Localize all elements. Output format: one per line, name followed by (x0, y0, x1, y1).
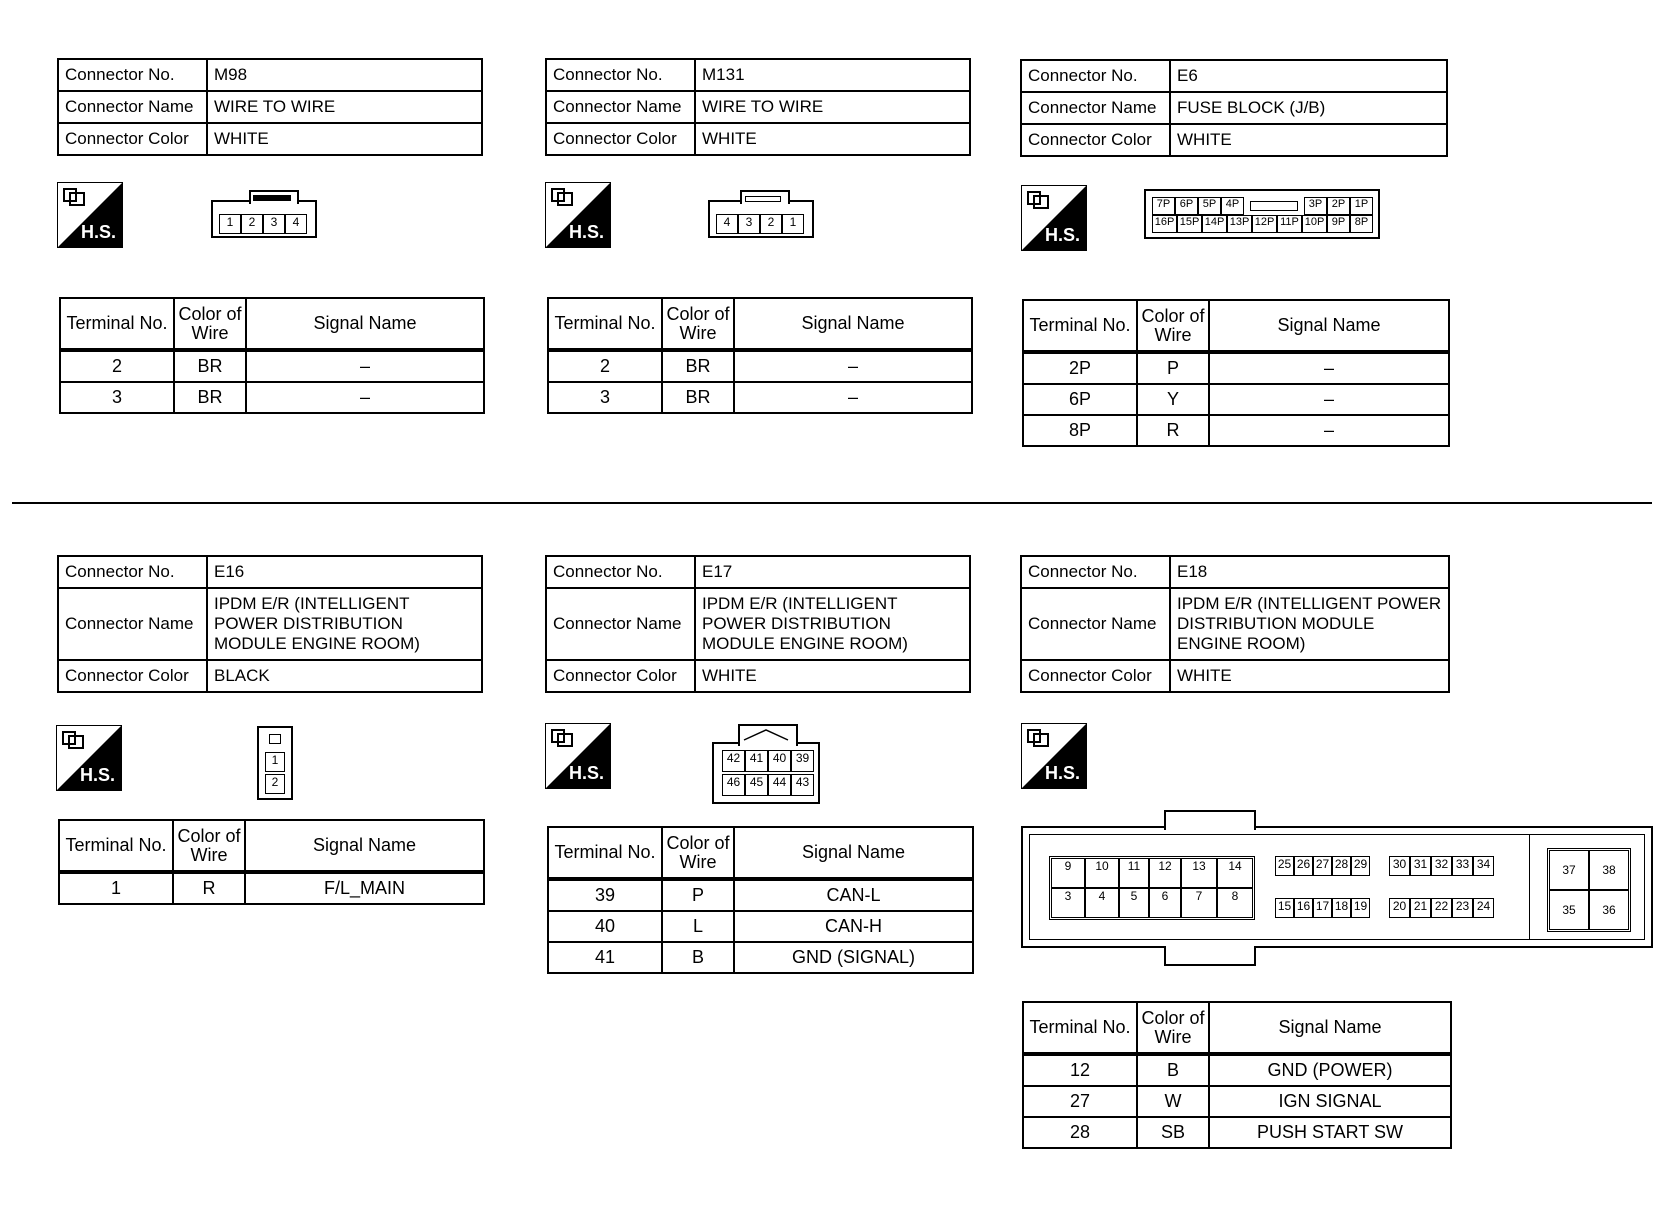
connector-color-value: WHITE (1170, 660, 1449, 692)
connector-face-e18 (1021, 826, 1653, 948)
pin: 3 (1051, 888, 1085, 918)
pin: 33 (1452, 856, 1473, 876)
pin: 4 (285, 214, 307, 234)
connector-no-label: Connector No. (546, 556, 695, 588)
pin: 5P (1198, 197, 1221, 215)
pin: 2 (265, 774, 285, 794)
pin: 32 (1431, 856, 1452, 876)
wire-color: B (662, 942, 734, 973)
pin: 8P (1350, 215, 1373, 233)
connector-name-value: WIRE TO WIRE (695, 91, 970, 123)
pin: 18 (1332, 898, 1351, 918)
signal-name: PUSH START SW (1209, 1117, 1451, 1148)
connector-no-label: Connector No. (1021, 556, 1170, 588)
pin: 25 (1275, 856, 1294, 876)
signal-name: – (1209, 352, 1449, 384)
connector-no-value: E6 (1170, 60, 1447, 92)
terminal-no: 2 (548, 350, 662, 382)
table-row (548, 350, 972, 382)
pin: 4 (1085, 888, 1119, 918)
connector-no-label: Connector No. (58, 556, 207, 588)
terminal-no: 27 (1023, 1086, 1137, 1117)
pin: 7P (1152, 197, 1175, 215)
connector-no-label: Connector No. (1021, 60, 1170, 92)
pin: 34 (1473, 856, 1494, 876)
connector-color-value: BLACK (207, 660, 482, 692)
pin: 35 (1549, 890, 1589, 930)
wire-color: SB (1137, 1117, 1209, 1148)
signal-name: – (246, 382, 484, 413)
table-row (1023, 1054, 1451, 1086)
harness-side-icon (1021, 185, 1087, 251)
pin: 44 (768, 774, 791, 796)
pin: 21 (1410, 898, 1431, 918)
hs-label: H.S. (1044, 225, 1080, 245)
signal-name: – (734, 350, 972, 382)
connector-info-m131 (545, 58, 971, 156)
wire-color: R (1137, 415, 1209, 446)
pin: 1 (265, 752, 285, 772)
connector-info-e17 (545, 555, 971, 693)
connector-no-value: E18 (1170, 556, 1449, 588)
connector-color-value: WHITE (695, 123, 970, 155)
wire-color: L (662, 911, 734, 942)
pin: 20 (1389, 898, 1410, 918)
terminal-no: 1 (59, 872, 173, 904)
connector-color-label: Connector Color (546, 660, 695, 692)
connector-color-value: WHITE (695, 660, 970, 692)
pin: 27 (1313, 856, 1332, 876)
terminal-no: 39 (548, 879, 662, 911)
table-row (1023, 1086, 1451, 1117)
connector-name-label: Connector Name (546, 91, 695, 123)
terminal-table-e6 (1022, 299, 1450, 447)
terminal-no-header: Terminal No. (548, 827, 662, 879)
connector-name-value: WIRE TO WIRE (207, 91, 482, 123)
terminal-no-header: Terminal No. (59, 820, 173, 872)
connector-no-value: E16 (207, 556, 482, 588)
pin: 30 (1389, 856, 1410, 876)
signal-name: GND (POWER) (1209, 1054, 1451, 1086)
wire-color-header: Color of Wire (662, 298, 734, 350)
wire-color: W (1137, 1086, 1209, 1117)
terminal-table-e17 (547, 826, 974, 974)
pin: 1 (219, 214, 241, 234)
connector-face-e16 (257, 726, 293, 800)
wire-color-header: Color of Wire (662, 827, 734, 879)
pin: 26 (1294, 856, 1313, 876)
pin: 3 (738, 214, 760, 234)
pin: 39 (791, 750, 814, 772)
terminal-no: 28 (1023, 1117, 1137, 1148)
connector-name-label: Connector Name (58, 588, 207, 660)
pin: 29 (1351, 856, 1370, 876)
pin: 16P (1152, 215, 1177, 233)
connector-no-value: M131 (695, 59, 970, 91)
connector-name-label: Connector Name (546, 588, 695, 660)
signal-name: – (1209, 384, 1449, 415)
wire-color: BR (174, 382, 246, 413)
terminal-table-m98 (59, 297, 485, 414)
pin: 45 (745, 774, 768, 796)
connector-info-m98 (57, 58, 483, 156)
pin: 9P (1327, 215, 1350, 233)
connector-name-label: Connector Name (58, 91, 207, 123)
pin: 6 (1149, 888, 1181, 918)
signal-name: IGN SIGNAL (1209, 1086, 1451, 1117)
table-row (60, 382, 484, 413)
hs-label: H.S. (80, 222, 116, 242)
terminal-no: 2 (60, 350, 174, 382)
table-row (60, 350, 484, 382)
pin: 7 (1181, 888, 1217, 918)
harness-side-icon (545, 182, 611, 248)
pin (1250, 201, 1298, 211)
connector-face-e17 (712, 742, 820, 804)
connector-color-label: Connector Color (546, 123, 695, 155)
connector-no-label: Connector No. (58, 59, 207, 91)
pin: 8 (1217, 888, 1253, 918)
table-row (548, 942, 973, 973)
connector-face-e6 (1144, 189, 1380, 239)
connector-color-label: Connector Color (1021, 124, 1170, 156)
pin: 28 (1332, 856, 1351, 876)
pin: 31 (1410, 856, 1431, 876)
table-row (1023, 1117, 1451, 1148)
table-row (1023, 352, 1449, 384)
terminal-table-e16 (58, 819, 485, 905)
terminal-no-header: Terminal No. (1023, 300, 1137, 352)
wire-color: P (662, 879, 734, 911)
connector-name-value: IPDM E/R (INTELLIGENT POWER DISTRIBUTION MODULE ENGINE ROOM) (1170, 588, 1449, 660)
connector-no-value: E17 (695, 556, 970, 588)
connector-info-e6 (1020, 59, 1448, 157)
signal-name: CAN-L (734, 879, 973, 911)
terminal-table-m131 (547, 297, 973, 414)
hs-label: H.S. (568, 222, 604, 242)
pin: 14P (1202, 215, 1227, 233)
connector-face-m131 (708, 200, 814, 238)
pin: 43 (791, 774, 814, 796)
pin: 4P (1221, 197, 1244, 215)
signal-name: CAN-H (734, 911, 973, 942)
wire-color: R (173, 872, 245, 904)
pin: 2 (241, 214, 263, 234)
wire-color: P (1137, 352, 1209, 384)
signal-name: GND (SIGNAL) (734, 942, 973, 973)
signal-name-header: Signal Name (734, 298, 972, 350)
wire-color: B (1137, 1054, 1209, 1086)
pin: 46 (722, 774, 745, 796)
pin: 24 (1473, 898, 1494, 918)
signal-name-header: Signal Name (246, 298, 484, 350)
harness-side-icon (57, 182, 123, 248)
wire-color: Y (1137, 384, 1209, 415)
terminal-no-header: Terminal No. (1023, 1002, 1137, 1054)
pin: 10P (1302, 215, 1327, 233)
pin: 9 (1051, 858, 1085, 888)
pin: 40 (768, 750, 791, 772)
pin: 4 (716, 214, 738, 234)
terminal-no-header: Terminal No. (60, 298, 174, 350)
terminal-no: 3 (60, 382, 174, 413)
connector-face-m98 (211, 200, 317, 238)
harness-side-icon (545, 723, 611, 789)
signal-name-header: Signal Name (1209, 1002, 1451, 1054)
pin: 5 (1119, 888, 1149, 918)
hs-label: H.S. (568, 763, 604, 783)
terminal-no: 3 (548, 382, 662, 413)
harness-side-icon (56, 725, 122, 791)
signal-name-header: Signal Name (245, 820, 484, 872)
pin: 14 (1217, 858, 1253, 888)
pin: 42 (722, 750, 745, 772)
signal-name-header: Signal Name (1209, 300, 1449, 352)
connector-name-label: Connector Name (1021, 92, 1170, 124)
terminal-no: 41 (548, 942, 662, 973)
connector-info-e16 (57, 555, 483, 693)
pin: 1 (782, 214, 804, 234)
pin: 37 (1549, 850, 1589, 890)
terminal-no-header: Terminal No. (548, 298, 662, 350)
pin: 19 (1351, 898, 1370, 918)
wire-color: BR (662, 350, 734, 382)
pin: 1P (1350, 197, 1373, 215)
pin: 41 (745, 750, 768, 772)
pin: 3P (1304, 197, 1327, 215)
pin: 38 (1589, 850, 1629, 890)
pin: 15P (1177, 215, 1202, 233)
pin: 6P (1175, 197, 1198, 215)
pin: 15 (1275, 898, 1294, 918)
table-row (548, 879, 973, 911)
connector-name-value: FUSE BLOCK (J/B) (1170, 92, 1447, 124)
connector-no-value: M98 (207, 59, 482, 91)
connector-name-value: IPDM E/R (INTELLIGENT POWER DISTRIBUTION MODULE ENGINE ROOM) (695, 588, 970, 660)
connector-name-label: Connector Name (1021, 588, 1170, 660)
terminal-table-e18 (1022, 1001, 1452, 1149)
wire-color-header: Color of Wire (173, 820, 245, 872)
section-divider (12, 502, 1652, 504)
wire-color-header: Color of Wire (1137, 1002, 1209, 1054)
pin: 17 (1313, 898, 1332, 918)
wire-color-header: Color of Wire (1137, 300, 1209, 352)
terminal-no: 2P (1023, 352, 1137, 384)
pin: 3 (263, 214, 285, 234)
signal-name: – (734, 382, 972, 413)
terminal-no: 8P (1023, 415, 1137, 446)
signal-name: F/L_MAIN (245, 872, 484, 904)
table-row (548, 382, 972, 413)
table-row (1023, 384, 1449, 415)
connector-info-e18 (1020, 555, 1450, 693)
pin: 2 (760, 214, 782, 234)
pin: 11 (1119, 858, 1149, 888)
pin: 12P (1252, 215, 1277, 233)
wire-color: BR (662, 382, 734, 413)
pin: 23 (1452, 898, 1473, 918)
connector-name-value: IPDM E/R (INTELLIGENT POWER DISTRIBUTION MODULE ENGINE ROOM) (207, 588, 482, 660)
terminal-no: 6P (1023, 384, 1137, 415)
hs-label: H.S. (1044, 763, 1080, 783)
connector-color-value: WHITE (207, 123, 482, 155)
table-row (548, 911, 973, 942)
signal-name: – (246, 350, 484, 382)
pin: 11P (1277, 215, 1302, 233)
signal-name: – (1209, 415, 1449, 446)
connector-color-label: Connector Color (58, 660, 207, 692)
signal-name-header: Signal Name (734, 827, 973, 879)
connector-no-label: Connector No. (546, 59, 695, 91)
connector-color-value: WHITE (1170, 124, 1447, 156)
table-row (59, 872, 484, 904)
wire-color-header: Color of Wire (174, 298, 246, 350)
hs-label: H.S. (79, 765, 115, 785)
pin: 13 (1181, 858, 1217, 888)
pin: 10 (1085, 858, 1119, 888)
pin: 13P (1227, 215, 1252, 233)
table-row (1023, 415, 1449, 446)
terminal-no: 40 (548, 911, 662, 942)
pin: 12 (1149, 858, 1181, 888)
pin: 2P (1327, 197, 1350, 215)
pin: 36 (1589, 890, 1629, 930)
terminal-no: 12 (1023, 1054, 1137, 1086)
connector-color-label: Connector Color (1021, 660, 1170, 692)
harness-side-icon (1021, 723, 1087, 789)
pin: 16 (1294, 898, 1313, 918)
wire-color: BR (174, 350, 246, 382)
connector-color-label: Connector Color (58, 123, 207, 155)
pin: 22 (1431, 898, 1452, 918)
